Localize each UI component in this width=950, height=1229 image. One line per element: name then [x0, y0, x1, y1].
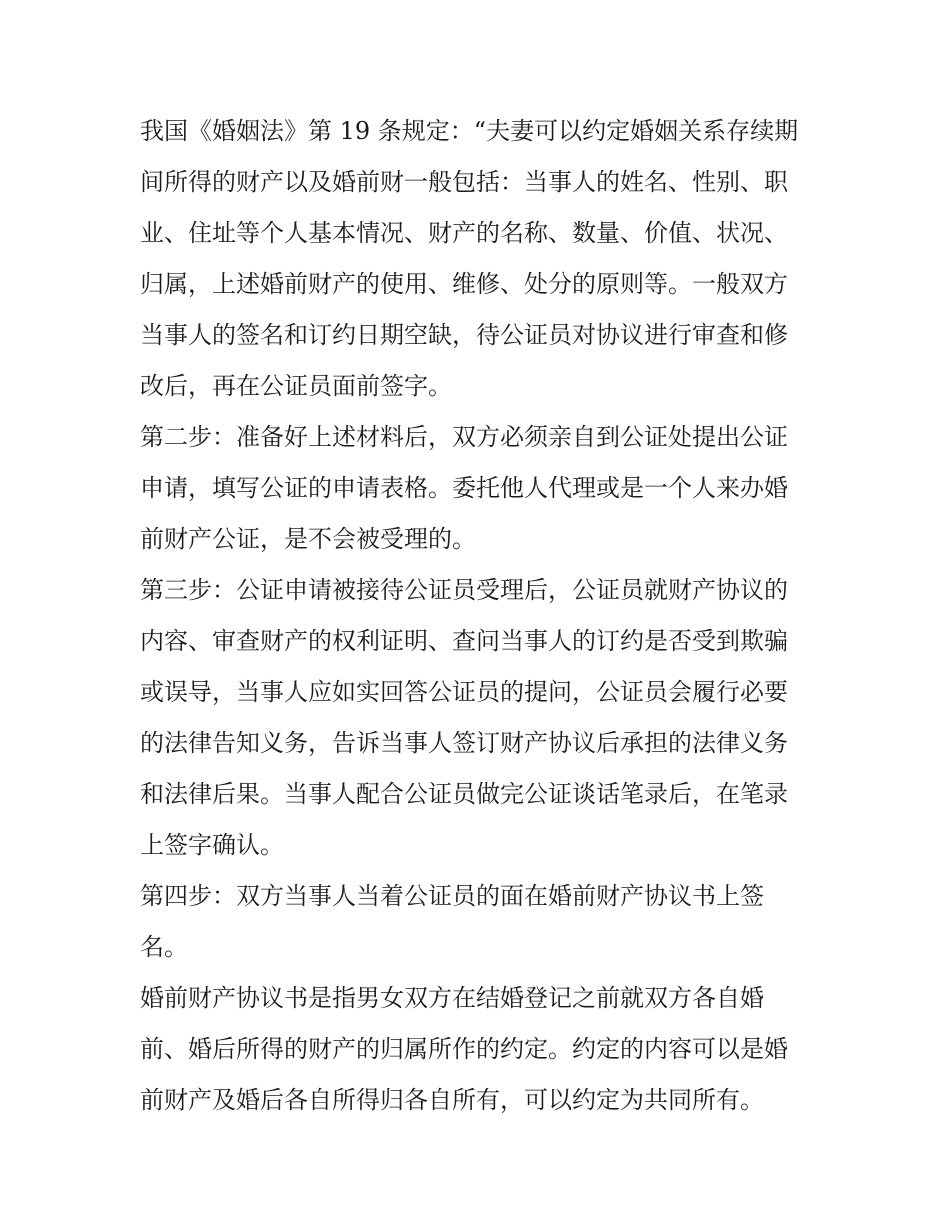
text-line: 前、婚后所得的财产的归属所作的约定。约定的内容可以是婚: [140, 1035, 788, 1063]
text-line: 第二步：准备好上述材料后，双方必须亲自到公证处提出公证: [140, 423, 788, 451]
text-line: 第三步：公证申请被接待公证员受理后，公证员就财产协议的: [140, 576, 788, 604]
text-line: 婚前财产协议书是指男女双方在结婚登记之前就双方各自婚: [140, 984, 764, 1012]
text-line: 前财产及婚后各自所得归各自所有，可以约定为共同所有。: [140, 1086, 764, 1114]
text-line: 上签字确认。: [140, 831, 284, 859]
text-line: 申请，填写公证的申请表格。委托他人代理或是一个人来办婚: [140, 474, 788, 502]
text-line: 或误导，当事人应如实回答公证员的提问，公证员会履行必要: [140, 678, 788, 706]
text-line: 间所得的财产以及婚前财一般包括：当事人的姓名、性别、职: [140, 168, 788, 196]
text-line: 归属，上述婚前财产的使用、维修、处分的原则等。一般双方: [140, 270, 788, 298]
text-line: 的法律告知义务，告诉当事人签订财产协议后承担的法律义务: [140, 729, 788, 757]
text-line: 名。: [140, 933, 188, 961]
document-body: [140, 106, 820, 1126]
text-line: 前财产公证，是不会被受理的。: [140, 525, 476, 553]
text-line: 业、住址等个人基本情况、财产的名称、数量、价值、状况、: [140, 219, 788, 247]
text-line: 改后，再在公证员面前签字。: [140, 372, 452, 400]
text-line: 第四步：双方当事人当着公证员的面在婚前财产协议书上签: [140, 882, 764, 910]
text-line: 当事人的签名和订约日期空缺，待公证员对协议进行审查和修: [140, 321, 788, 349]
text-line: 内容、审查财产的权利证明、查问当事人的订约是否受到欺骗: [140, 627, 788, 655]
text-line: 我国《婚姻法》第 19 条规定：“夫妻可以约定婚姻关系存续期: [140, 117, 799, 145]
text-line: 和法律后果。当事人配合公证员做完公证谈话笔录后，在笔录: [140, 780, 788, 808]
